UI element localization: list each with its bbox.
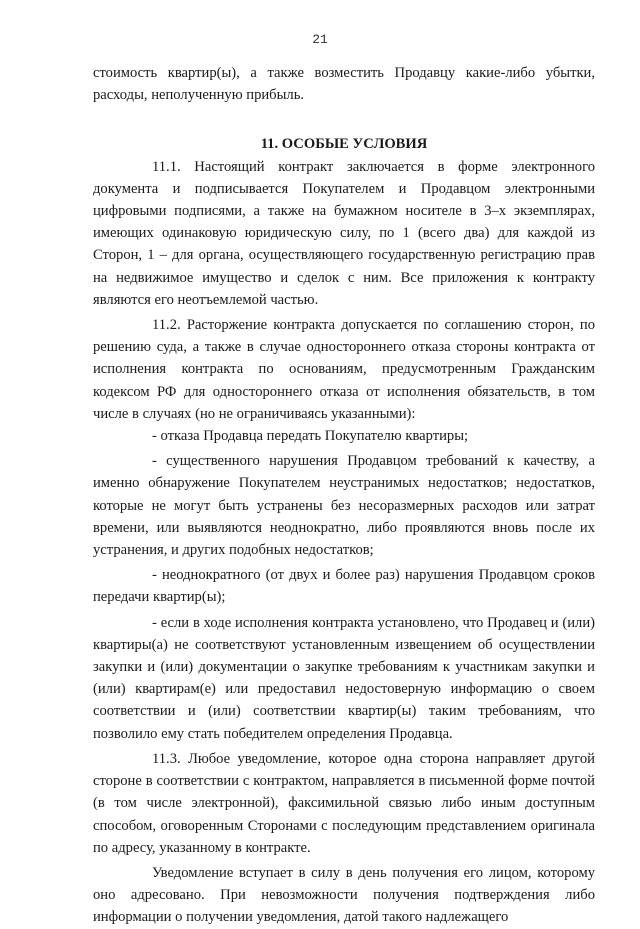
section-heading: 11. ОСОБЫЕ УСЛОВИЯ	[260, 136, 428, 153]
document-body	[93, 62, 595, 929]
carry-over-paragraph: стоимость квартир(ы), а также возместить Продавцу какие-либо убытки, расходы, неполученную прибыль.	[93, 65, 595, 104]
clause-11-2-item-1: - отказа Продавца передать Покупателю квартиры;	[152, 428, 469, 445]
clause-11-3: 11.3. Любое уведомление, которое одна сторона направляет другой стороне в соответствии с контрактом, направляется в письменной форме почтой (в том числе электронной), факсимильной связью либо иным доступным способом, оговоренным Сторонами с последующим представлением оригинала по адресу, указанному в контракте.	[93, 750, 595, 856]
page-number: 21	[312, 32, 328, 47]
clause-11-1: 11.1. Настоящий контракт заключается в форме электронного документа и подписывается Покупателем и Продавцом электронными цифровыми подписями, а также на бумажном носителе в 3–х экземплярах, имеющих одинаковую юридическую силу, по 1 (всего два) для каждой из Сторон, 1 – для органа, осуществляющего государственную регистрацию прав на недвижимое имущество и сделок с ним. Все приложения к контракту являются его неотъемлемой частью.	[93, 158, 595, 308]
clause-11-2: 11.2. Расторжение контракта допускается по соглашению сторон, по решению суда, а также в случае одностороннего отказа стороны контракта от исполнения контракта по основаниям, предусмотренным Гражданским кодексом РФ для одностороннего отказа от исполнения обязательств, в том числе в случаях (но не ограничиваясь указанными):	[93, 317, 595, 422]
clause-11-3-notice: Уведомление вступает в силу в день получения его лицом, которому оно адресовано. При невозможности получения подтверждения либо информации о получении уведомления, датой такого надлежащего	[93, 864, 595, 926]
clause-11-2-item-2: - существенного нарушения Продавцом требований к качеству, а именно обнаружение Покупателем неустранимых недостатков; недостатков, которые не могут быть устранены без несоразмерных расходов или затрат времени, или выявляются неоднократно, либо проявляются вновь после их устранения, и других подобных недостатков;	[93, 453, 595, 559]
clause-11-2-item-3: - неоднократного (от двух и более раз) нарушения Продавцом сроков передачи квартир(ы);	[93, 567, 595, 606]
clause-11-2-item-4: - если в ходе исполнения контракта установлено, что Продавец и (или) квартиры(а) не соответствуют установленным извещением об осуществлении закупки и (или) документации о закупке требованиям к участникам закупки и (или) квартирам(е) или предоставил недостоверную информацию о своем соответствии и (или) соответствии квартир(ы) таким требованиям, что позволило ему стать победителем определения Продавца.	[93, 614, 595, 742]
